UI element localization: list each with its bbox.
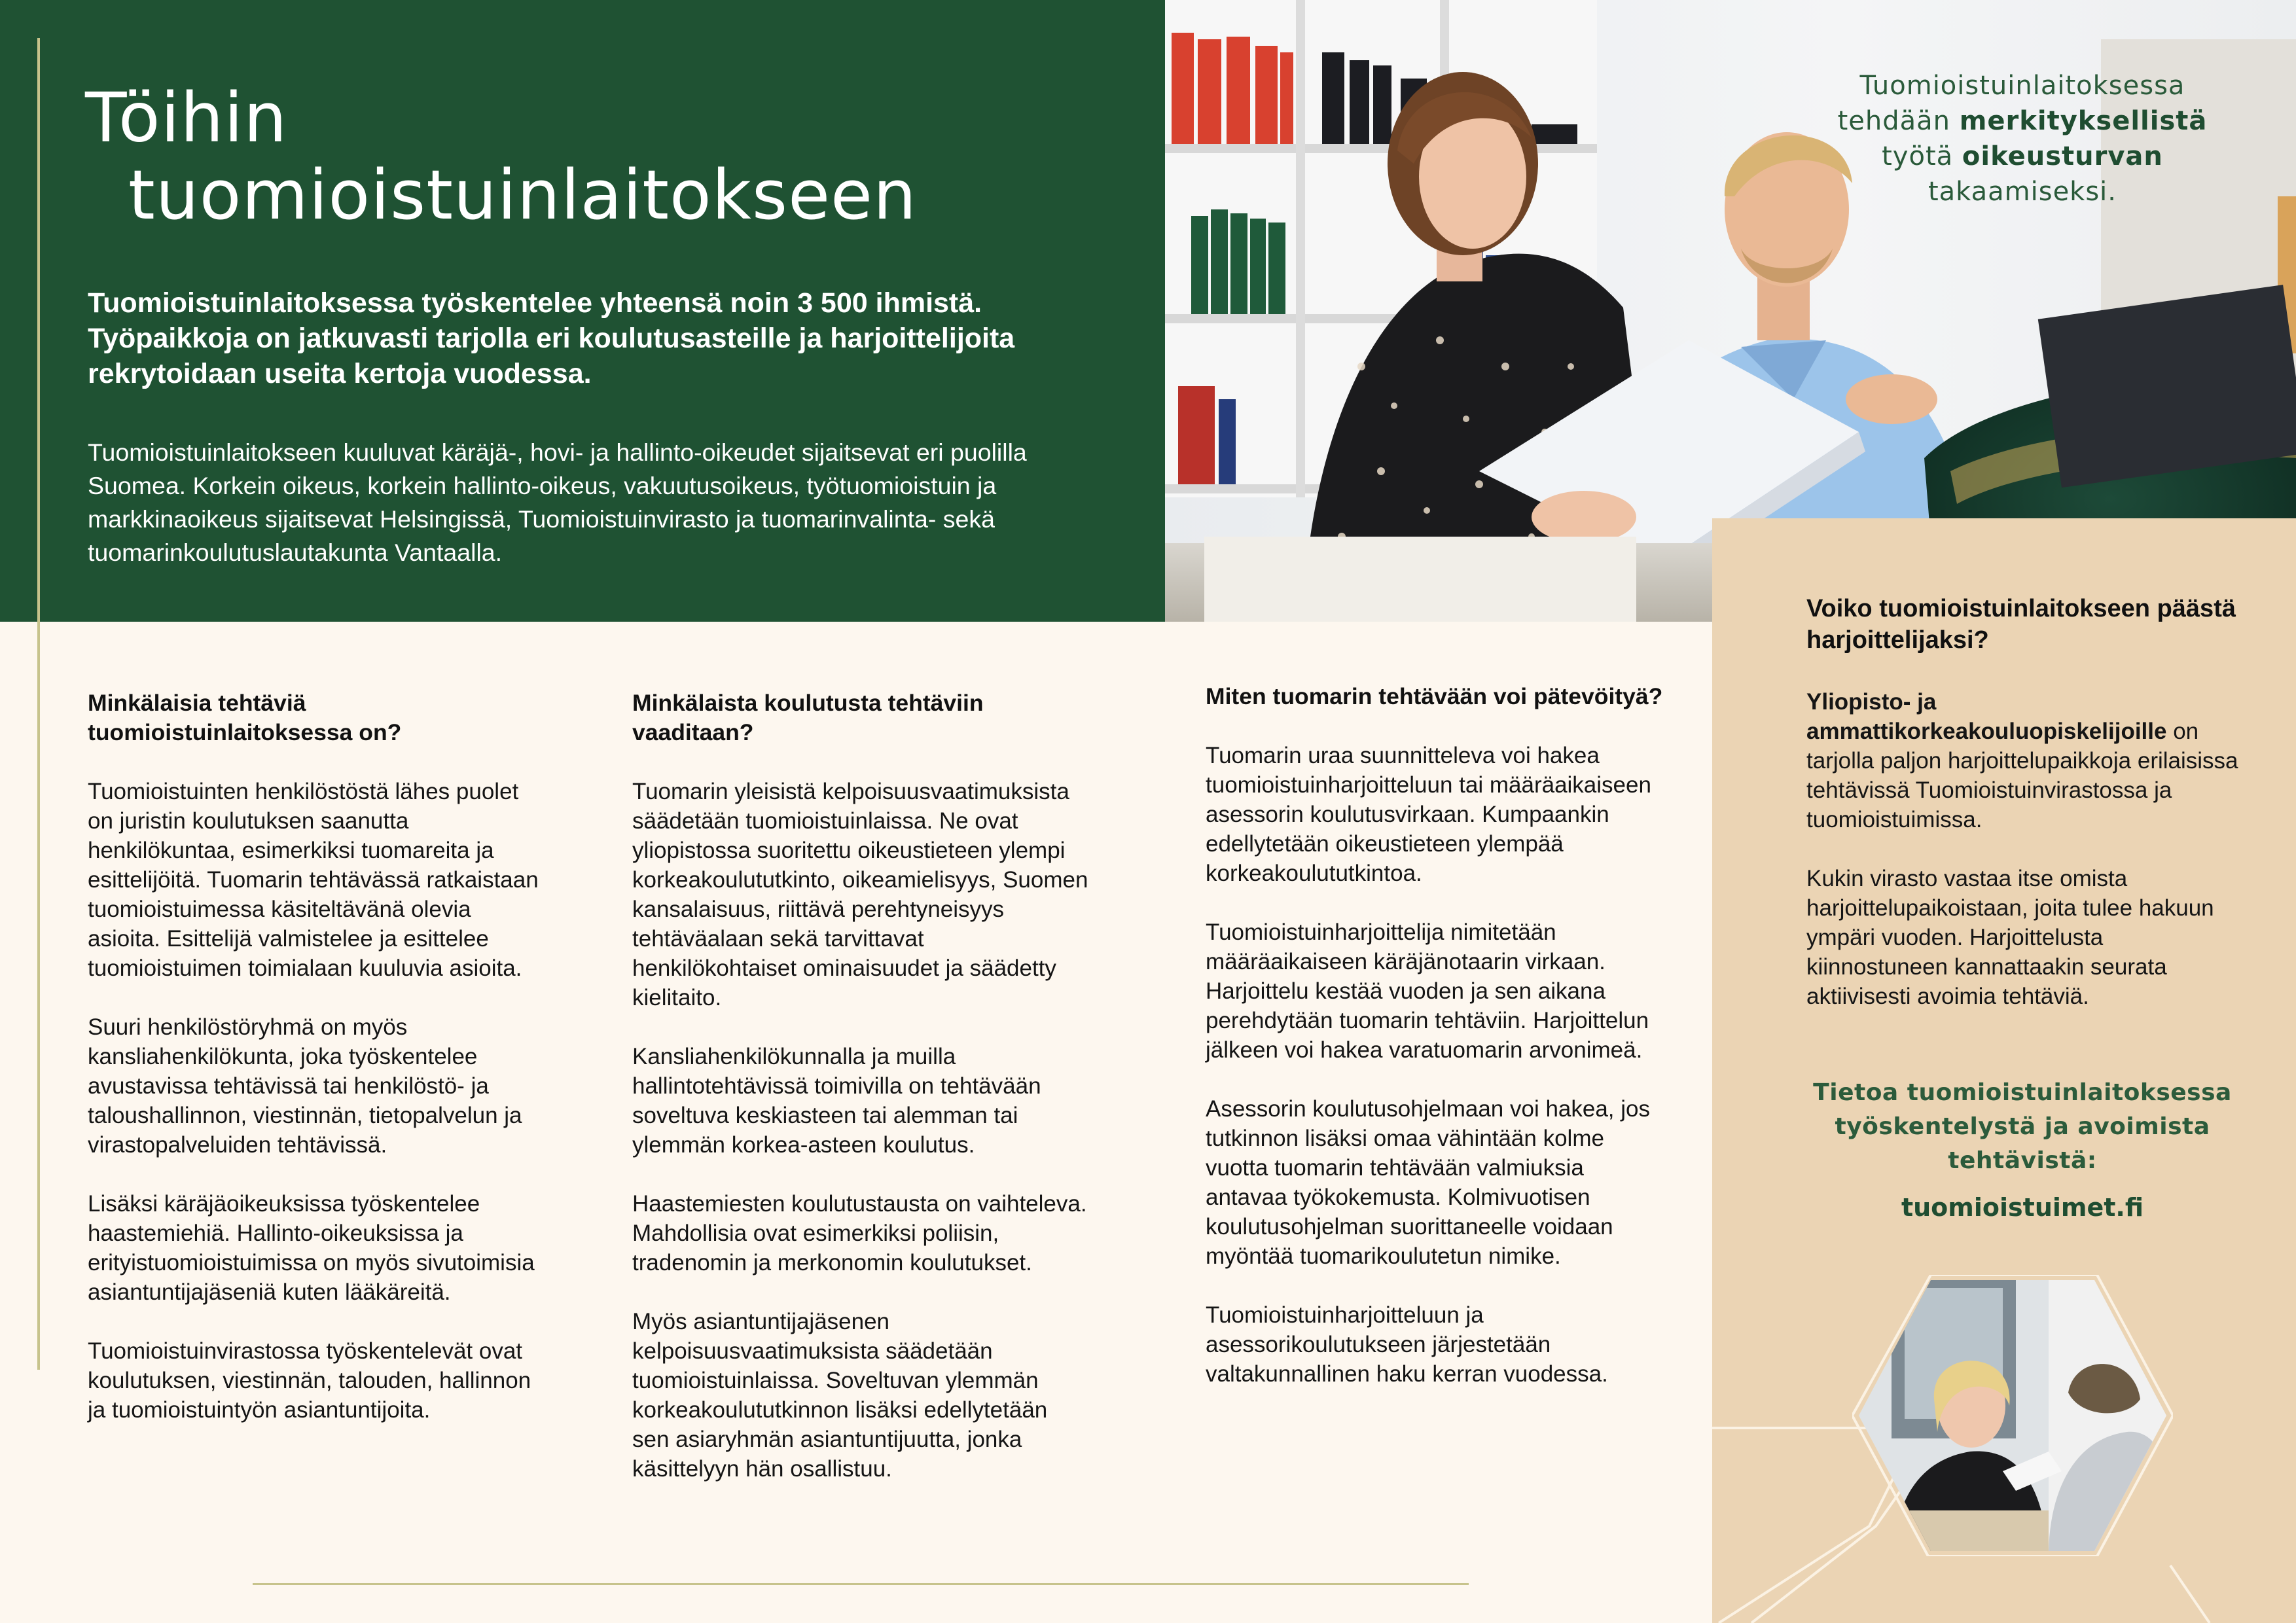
sidebar-paragraph-1-rest: on tarjolla paljon harjoittelupaikkoja erilaisissa tehtävissä Tuomioistuinvirastossa ja tuomioistuimissa. [1806, 719, 2238, 832]
photo-tagline [1833, 68, 2212, 209]
column-3-heading: Miten tuomarin tehtävään voi pätevöityä? [1206, 683, 1663, 709]
column-1-paragraph: Tuomioistuinten henkilöstöstä lähes puolet on juristin koulutuksen saanutta henkilökuntaa, esimerkiksi tuomareita ja esittelijöitä. Tuomarin tehtävässä ratkaistaan tuomioistuimessa käsiteltävänä olevia asioita. Esittelijä valmistelee ja esittelee tuomioistuimen toimialaan kuuluvia asioita. [88, 779, 539, 981]
column-tasks [88, 688, 546, 1454]
sidebar-heading: Voiko tuomioistuinlaitokseen päästä harjoittelijaksi? [1806, 595, 2236, 654]
column-2-paragraph: Kansliahenkilökunnalla ja muilla hallintotehtävissä toimivilla on tehtävään soveltuva keskiasteen tai alemman tai ylemmän korkea-asteen koulutus. [632, 1044, 1041, 1158]
column-2-paragraph: Haastemiesten koulutustausta on vaihteleva. Mahdollisia ovat esimerkiksi poliisin, tradenomin ja merkonomin koulutukset. [632, 1191, 1087, 1275]
column-2-paragraph: Myös asiantuntijajäsenen kelpoisuusvaatimuksista säädetään tuomioistuinlaissa. Soveltuvan ylemmän korkeakoulututkinnon lisäksi edellytetään sen asiaryhmän asiantuntijuutta, jonka käsittelyyn hän osallistuu. [632, 1309, 1048, 1482]
column-judge-path [1206, 682, 1664, 1418]
tagline-line-3-a: työtä [1882, 141, 1962, 171]
column-1-paragraph: Lisäksi käräjäoikeuksissa työskentelee haastemiehiä. Hallinto-oikeuksissa ja erityistuomioistuimissa on myös sivutoimisia asiantuntijajäseniä kuten lääkäreitä. [88, 1191, 535, 1305]
lead-paragraph: Tuomioistuinlaitoksessa työskentelee yhteensä noin 3 500 ihmistä. Työpaikkoja on jatkuvasti tarjolla eri koulutusasteille ja harjoittelijoita rekrytoidaan useita kertoja vuodessa. [88, 287, 1015, 389]
column-3-paragraph: Tuomarin uraa suunnitteleva voi hakea tuomioistuinharjoitteluun tai määräaikaiseen asessorin koulutusvirkaan. Kumpaankin edellytetään oikeustieteen ylempää korkeakoulututkintoa. [1206, 743, 1651, 886]
spacer [1806, 834, 2238, 864]
gold-divider-vertical [37, 38, 40, 1370]
tagline-emphasis-2: oikeusturvan [1962, 141, 2163, 171]
hexagon-photo-illustration [1852, 1275, 2173, 1556]
page-title-line-1: Töihin [85, 78, 288, 158]
intro-paragraph: Tuomioistuinlaitokseen kuuluvat käräjä-, hovi- ja hallinto-oikeudet sijaitsevat eri puolilla Suomea. Korkein oikeus, korkein hallinto-oikeus, vakuutusoikeus, työtuomioistuin ja markkinaoikeus sijaitsevat Helsingissä, Tuomioistuinvirasto ja tuomarinvalinta- sekä tuomarinkoulutuslautakunta Vantaalla. [88, 438, 1027, 566]
column-1-heading: Minkälaisia tehtäviä tuomioistuinlaitoksessa on? [88, 690, 402, 745]
sidebar-info-text: Tietoa tuomioistuinlaitoksessa työskentelystä ja avoimista tehtävistä: [1813, 1079, 2232, 1174]
tagline-emphasis-1: merkityksellistä [1959, 106, 2208, 136]
sidebar-paragraph-2: Kukin virasto vastaa itse omista harjoittelupaikoistaan, joita tulee hakuun ympäri vuoden. Harjoittelusta kiinnostuneen kannattaakin seurata aktiivisesti avoimia tehtäviä. [1806, 866, 2214, 1009]
column-1-paragraph: Suuri henkilöstöryhmä on myös kansliahenkilökunta, joka työskentelee avustavissa tehtävissä tai henkilöstö- ja taloushallinnon, viestinnän, tietopalvelun ja virastopalveluiden tehtävissä. [88, 1014, 522, 1158]
tagline-line-4: takaamiseksi. [1928, 177, 2117, 207]
sidebar-paragraph-1 [1806, 687, 2238, 834]
column-1-paragraph: Tuomioistuinvirastossa työskentelevät ovat koulutuksen, viestinnän, talouden, hallinnon ja tuomioistuintyön asiantuntijoita. [88, 1338, 531, 1423]
column-2-heading: Minkälaista koulutusta tehtäviin vaaditaan? [632, 690, 984, 745]
website-link[interactable]: tuomioistuimet.fi [1901, 1193, 2144, 1222]
tagline-line-2-a: tehdään [1837, 106, 1960, 136]
hexagon-photo [1852, 1275, 2173, 1556]
column-2-paragraph: Tuomarin yleisistä kelpoisuusvaatimuksista säädetään tuomioistuinlaissa. Ne ovat yliopistossa suoritettu oikeustieteen ylempi korkeakoulututkinto, oikeamielisyys, Suomen kansalaisuus, riittävä perehtyneisyys tehtäväalaan sekä tarvittavat henkilökohtaiset ominaisuudet ja säädetty kielitaito. [632, 779, 1088, 1010]
sidebar-body [1806, 687, 2238, 1011]
column-3-paragraph: Tuomioistuinharjoittelija nimitetään määräaikaiseen käräjänotaarin virkaan. Harjoittelu kestää vuoden ja sen aikana perehdytään tuomarin tehtäviin. Harjoittelun jälkeen voi hakea varatuomarin arvonimeä. [1206, 919, 1649, 1063]
column-education [632, 688, 1090, 1513]
page-title-line-2: tuomioistuinlaitokseen [128, 155, 917, 235]
column-3-paragraph: Tuomioistuinharjoitteluun ja asessorikoulutukseen järjestetään valtakunnallinen haku kerran vuodessa. [1206, 1302, 1608, 1387]
column-3-paragraph: Asessorin koulutusohjelmaan voi hakea, jos tutkinnon lisäksi omaa vähintään kolme vuotta tuomarin tehtävään valmiuksia antavaa työkokemusta. Kolmivuotisen koulutusohjelman suorittaneelle voidaan myöntää tuomarikoulutetun nimike. [1206, 1096, 1650, 1269]
tagline-line-1: Tuomioistuinlaitoksessa [1859, 71, 2185, 101]
sidebar-emphasis: Yliopisto- ja ammattikorkeakouluopiskelijoille [1806, 689, 2167, 744]
gold-divider-horizontal [253, 1583, 1469, 1585]
